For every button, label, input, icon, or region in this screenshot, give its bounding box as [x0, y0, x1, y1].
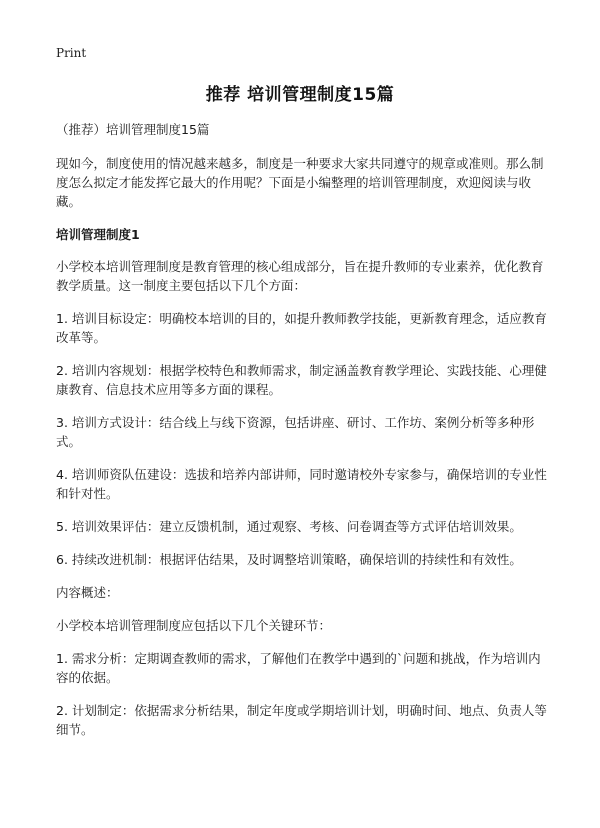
document-subtitle: （推荐）培训管理制度15篇: [56, 122, 210, 137]
page-title: 推荐 培训管理制度15篇: [205, 85, 395, 105]
section-heading: 培训管理制度1: [56, 227, 140, 242]
section-intro-paragraph: 小学校本培训管理制度是教育管理的核心组成部分，旨在提升教师的专业素养，优化教育教学质量。这一制度主要包括以下几个方面：: [56, 259, 544, 293]
list-item: 5. 培训效果评估：建立反馈机制，通过观察、考核、问卷调查等方式评估培训效果。: [56, 519, 522, 534]
list-item: 6. 持续改进机制：根据评估结果，及时调整培训策略，确保培训的持续性和有效性。: [56, 552, 522, 567]
overview-label: 内容概述：: [56, 585, 119, 600]
list-item: 3. 培训方式设计：结合线上与线下资源，包括讲座、研讨、工作坊、案例分析等多种形式。: [56, 415, 535, 449]
document-body: [56, 120, 551, 753]
intro-paragraph: 现如今，制度使用的情况越来越多，制度是一种要求大家共同遵守的规章或准则。那么制度怎么拟定才能发挥它最大的作用呢？下面是小编整理的培训管理制度，欢迎阅读与收藏。: [56, 156, 544, 209]
overview-list-item: 2. 计划制定：依据需求分析结果，制定年度或学期培训计划，明确时间、地点、负责人等细节。: [56, 703, 547, 737]
list-item: 1. 培训目标设定：明确校本培训的目的，如提升教师教学技能，更新教育理念，适应教育改革等。: [56, 311, 547, 345]
list-item: 4. 培训师资队伍建设：选拔和培养内部讲师，同时邀请校外专家参与，确保培训的专业性和针对性。: [56, 467, 547, 501]
list-item: 2. 培训内容规划：根据学校特色和教师需求，制定涵盖教育教学理论、实践技能、心理健康教育、信息技术应用等多方面的课程。: [56, 363, 547, 397]
overview-list-item: 1. 需求分析：定期调查教师的需求，了解他们在教学中遇到的`问题和挑战，作为培训内容的依据。: [56, 651, 541, 685]
print-link[interactable]: Print: [56, 46, 87, 60]
overview-intro-paragraph: 小学校本培训管理制度应包括以下几个关键环节：: [56, 618, 332, 633]
